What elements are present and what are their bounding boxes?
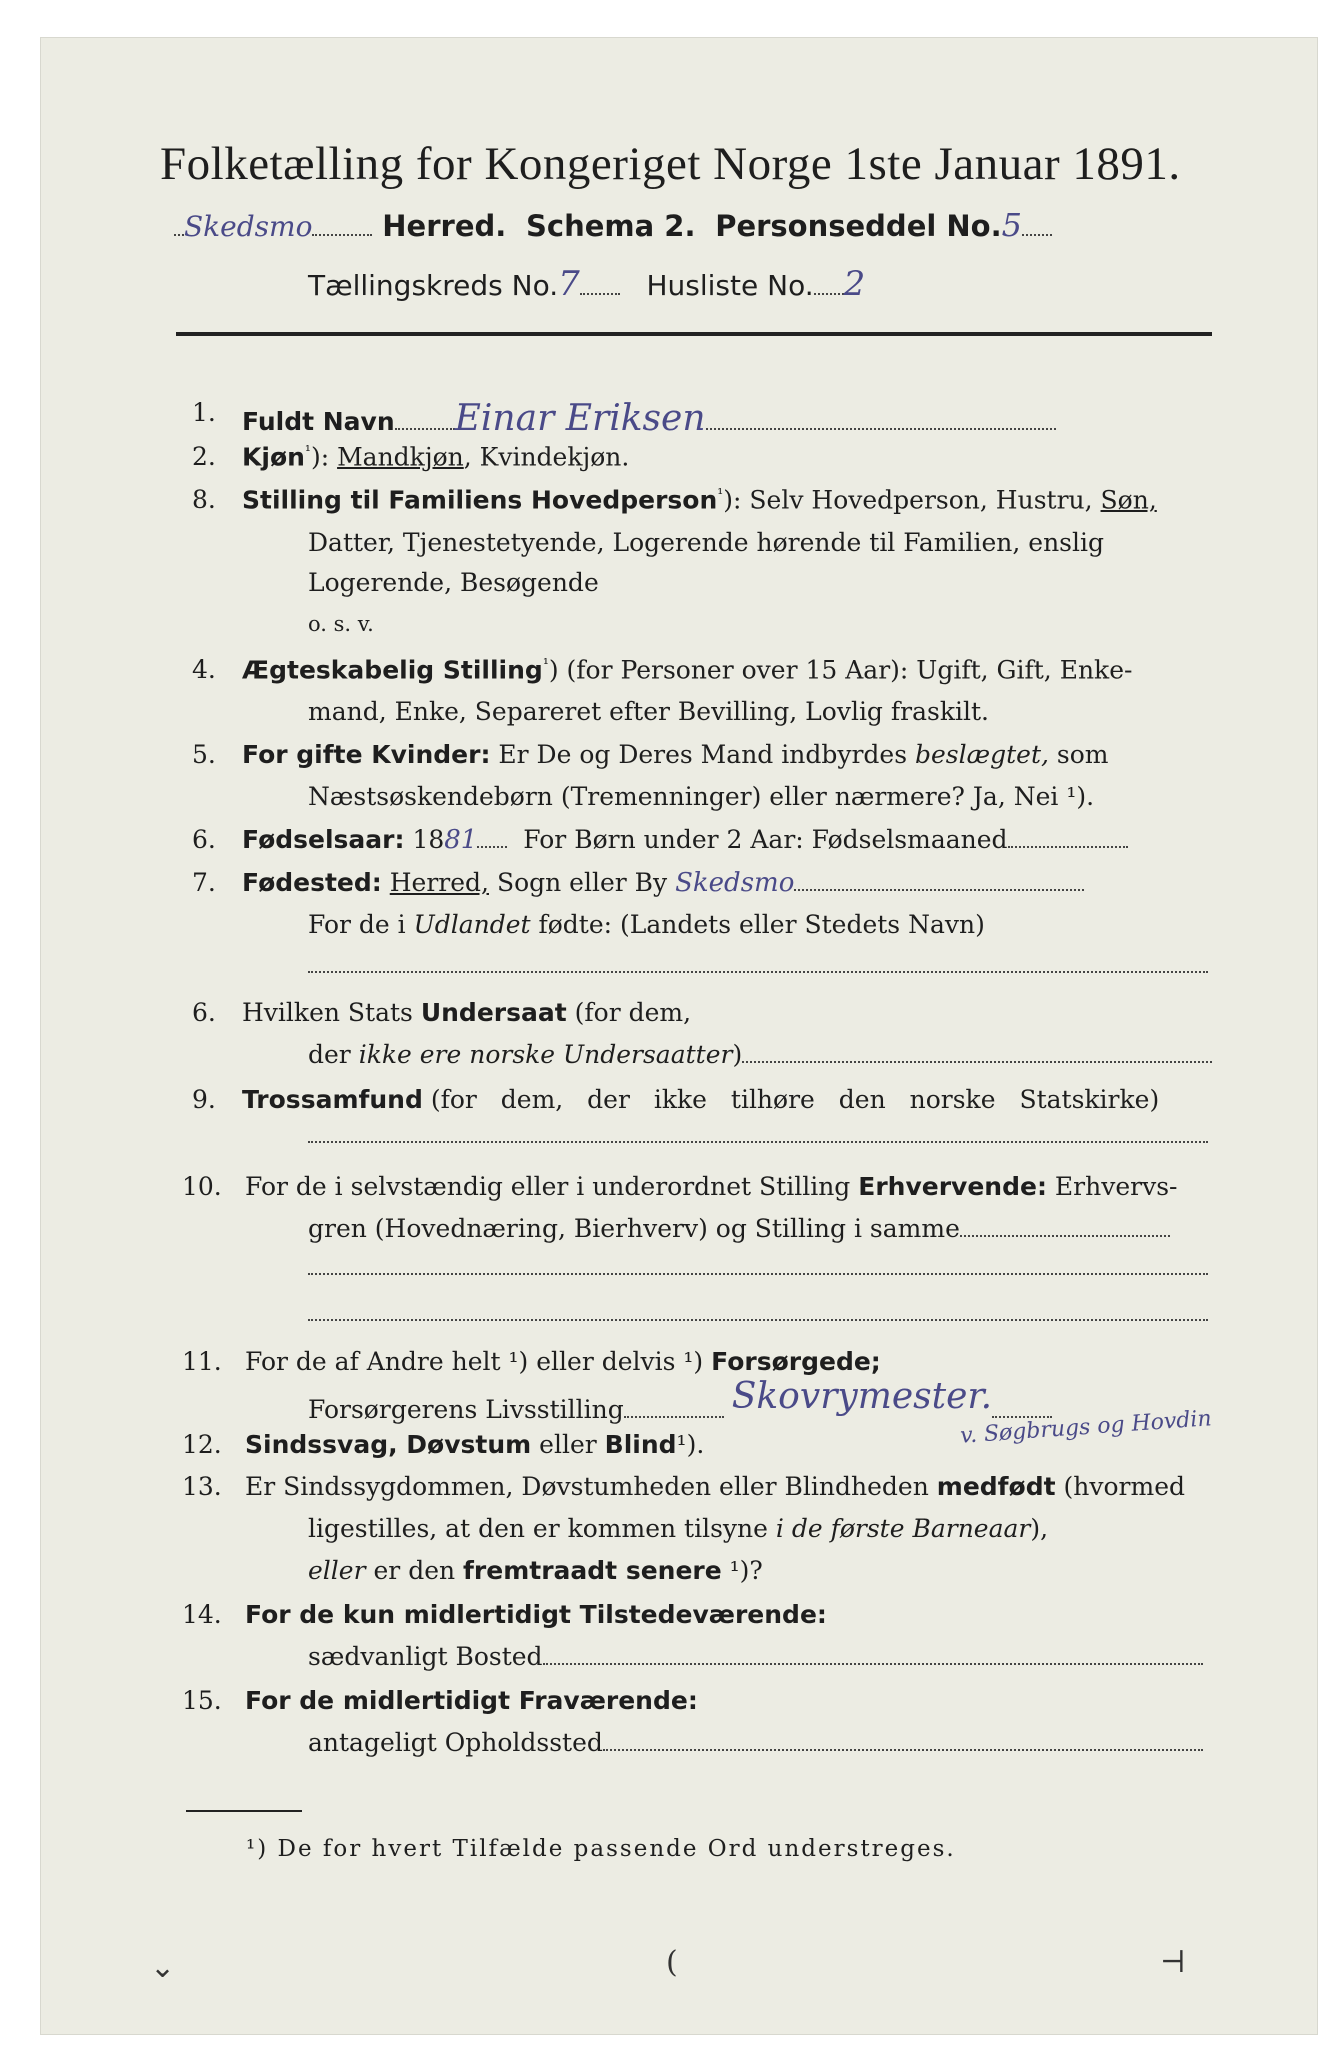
q6-label: Fødselsaar:	[242, 825, 405, 854]
q11-label: Forsørgede;	[711, 1347, 881, 1376]
q10-text-2: gren (Hovednæring, Bierhverv) og Stilling i samme	[308, 1214, 960, 1243]
q7-text-2c: fødte: (Landets eller Stedets Navn)	[538, 910, 985, 939]
q5-label: For gifte Kvinder:	[242, 740, 491, 769]
q5-text-1a: Er De og Deres Mand indbyrdes	[498, 740, 908, 769]
corner-mark-right: ⊣	[1160, 1945, 1186, 1980]
q8-text-1a: Hvilken Stats	[242, 998, 413, 1027]
q1-row	[242, 398, 1056, 439]
q7-text-2b: Udlandet	[413, 910, 531, 939]
q10-blank-line-1	[308, 1252, 1208, 1281]
q13-text-2a: ligestilles, at den er kommen tilsyne	[308, 1514, 768, 1543]
q6-row	[242, 825, 1128, 855]
q12-text: eller	[539, 1430, 597, 1459]
q10-label: Erhvervende:	[858, 1172, 1047, 1201]
q8-text-2c: )	[732, 1040, 743, 1069]
herred-label: Herred.	[382, 209, 507, 243]
q10-row-1	[245, 1172, 1177, 1201]
q11-text-1: For de af Andre helt ¹) eller delvis ¹)	[245, 1347, 704, 1376]
q11-row-1	[245, 1347, 881, 1376]
q15-row-1	[245, 1686, 698, 1715]
q14-row-2	[308, 1642, 1203, 1671]
q4-label: Ægteskabelig Stilling	[242, 655, 543, 685]
q13-label: medfødt	[936, 1472, 1056, 1501]
q2-option-female: , Kvindekjøn.	[463, 442, 630, 472]
q14-number: 14.	[182, 1600, 222, 1629]
q14-text: sædvanligt Bosted	[308, 1642, 543, 1671]
schema-label: Schema 2.	[526, 209, 696, 243]
q4-row-1	[242, 655, 1132, 684]
q13-text-1a: Er Sindssygdommen, Døvstumheden eller Blindheden	[245, 1472, 929, 1501]
q13-row-1	[245, 1472, 1185, 1501]
q15-row-2	[308, 1728, 1203, 1757]
corner-mark-center: (	[666, 1945, 678, 1980]
q7-label: Fødested:	[242, 868, 382, 897]
q10-row-2	[308, 1214, 1170, 1243]
q10-text-1: For de i selvstændig eller i underordnet Stilling	[245, 1172, 851, 1201]
herred-value: Skedsmo	[184, 210, 313, 243]
q1-label: Fuldt Navn	[242, 407, 395, 436]
q11-value: Skovrymester.	[731, 1376, 993, 1417]
q8-text-2b: ikke ere norske Undersaatter	[358, 1040, 733, 1069]
taellingskreds-value: 7	[558, 264, 580, 304]
q7-number: 7.	[192, 868, 216, 897]
q13-text-2b: i de første Barneaar	[775, 1514, 1031, 1543]
q12-label-2: Blind	[604, 1430, 677, 1459]
q7-row-1	[242, 868, 1084, 898]
page-title: Folketælling for Kongeriget Norge 1ste Januar 1891.	[160, 138, 1181, 190]
q5-number: 5.	[192, 740, 216, 769]
q14-row-1	[245, 1600, 827, 1629]
q6-number: 6.	[192, 825, 216, 854]
q3-row-1	[242, 485, 1157, 514]
q3-option-son: Søn,	[1100, 485, 1157, 515]
q1-value: Einar Eriksen	[454, 398, 706, 439]
q3-text-1: ): Selv Hovedperson, Hustru,	[723, 485, 1093, 515]
q11-row-2	[308, 1376, 1052, 1427]
q8-label: Undersaat	[420, 998, 567, 1027]
header-row-herred	[174, 206, 1052, 244]
header-divider	[176, 332, 1212, 336]
q8-number: 6.	[192, 998, 216, 1027]
q5-row-2: Næstsøskendebørn (Tremenninger) eller nærmere? Ja, Nei ¹).	[308, 782, 1095, 811]
husliste-value: 2	[843, 264, 866, 304]
q4-number: 4.	[192, 655, 216, 684]
q2-option-male: Mandkjøn	[337, 442, 464, 472]
q10-text-1b: Erhvervs-	[1054, 1172, 1178, 1201]
q9-number: 9.	[192, 1085, 216, 1114]
q5-text-1c: som	[1056, 740, 1109, 769]
q13-text-3a: eller	[308, 1556, 366, 1585]
taellingskreds-label: Tællingskreds No.	[308, 269, 559, 302]
q9-label: Trossamfund	[242, 1085, 423, 1114]
q15-text: antageligt Opholdssted	[308, 1728, 603, 1757]
q4-row-2: mand, Enke, Separeret efter Bevilling, Lovlig fraskilt.	[308, 697, 989, 726]
q10-blank-line-2	[308, 1298, 1208, 1327]
q3-label: Stilling til Familiens Hovedperson	[242, 485, 718, 515]
q12-value: v. Søgbrugs og Hovdin	[959, 1406, 1213, 1449]
q7-blank-line	[308, 950, 1208, 979]
q12-label: Sindssvag, Døvstum	[245, 1430, 532, 1459]
q8-text-1c: (for dem,	[574, 998, 692, 1027]
q10-number: 10.	[182, 1172, 222, 1201]
q9-row	[242, 1085, 1159, 1114]
q5-text-1b: beslægtet,	[915, 740, 1049, 769]
q1-number: 1.	[192, 398, 216, 427]
husliste-label: Husliste No.	[646, 269, 814, 302]
q13-number: 13.	[182, 1472, 222, 1501]
q13-text-3c: ¹)?	[729, 1556, 763, 1585]
q3-row-4: o. s. v.	[308, 612, 374, 636]
q2-row	[242, 442, 629, 471]
q13-text-1b: (hvormed	[1063, 1472, 1186, 1501]
q2-label: Kjøn	[242, 442, 305, 472]
q7-text: Sogn eller By	[496, 868, 668, 897]
q12-number: 12.	[182, 1430, 222, 1459]
header-row-taellingskreds	[308, 264, 865, 304]
q6-value: 81	[444, 825, 478, 855]
footnote-divider	[186, 1810, 302, 1812]
q5-row-1	[242, 740, 1109, 769]
q6-text: For Børn under 2 Aar: Fødselsmaaned	[523, 825, 1008, 854]
q3-number: 8.	[192, 485, 216, 514]
footnote: ¹) De for hvert Tilfælde passende Ord understreges.	[246, 1836, 956, 1862]
q13-text-2c: ),	[1030, 1514, 1049, 1543]
q8-row-1	[242, 998, 691, 1027]
q4-text-1: ) (for Personer over 15 Aar): Ugift, Gift, Enke-	[548, 655, 1133, 685]
q8-text-2a: der	[308, 1040, 351, 1069]
q6-prefix: 18	[412, 825, 445, 854]
q11-number: 11.	[182, 1347, 222, 1376]
q2-footnote-mark: ¹	[304, 442, 311, 460]
q14-label: For de kun midlertidigt Tilstedeværende:	[245, 1600, 827, 1629]
q15-number: 15.	[182, 1686, 222, 1715]
q11-text-2: Forsørgerens Livsstilling	[308, 1395, 624, 1424]
q12-row	[245, 1430, 704, 1459]
personseddel-label: Personseddel No.	[715, 209, 1002, 243]
corner-mark-left: ⌄	[150, 1950, 176, 1985]
q4-footnote-mark: ¹	[542, 655, 549, 673]
q13-text-3b: er den	[373, 1556, 456, 1585]
q2-number: 2.	[192, 442, 216, 471]
q13-label-2: fremtraadt senere	[463, 1556, 722, 1585]
q9-blank-line	[308, 1120, 1208, 1149]
q3-row-3: Logerende, Besøgende	[308, 568, 599, 597]
q7-option-herred: Herred,	[389, 868, 489, 897]
q13-row-2	[308, 1514, 1048, 1543]
q12-end: ¹).	[676, 1430, 705, 1459]
q8-row-2	[308, 1040, 1212, 1069]
q15-label: For de midlertidigt Fraværende:	[245, 1686, 698, 1715]
q2-separator: ):	[310, 442, 330, 472]
q7-value: Skedsmo	[675, 868, 795, 898]
q13-row-3	[308, 1556, 763, 1585]
q7-text-2a: For de i	[308, 910, 406, 939]
q3-footnote-mark: ¹	[717, 485, 724, 503]
q9-text: (for dem, der ikke tilhøre den norske Statskirke)	[430, 1085, 1160, 1114]
personseddel-value: 5	[1001, 206, 1022, 244]
q3-row-2: Datter, Tjenestetyende, Logerende hørende til Familien, enslig	[308, 528, 1105, 557]
q7-row-2	[308, 910, 985, 939]
